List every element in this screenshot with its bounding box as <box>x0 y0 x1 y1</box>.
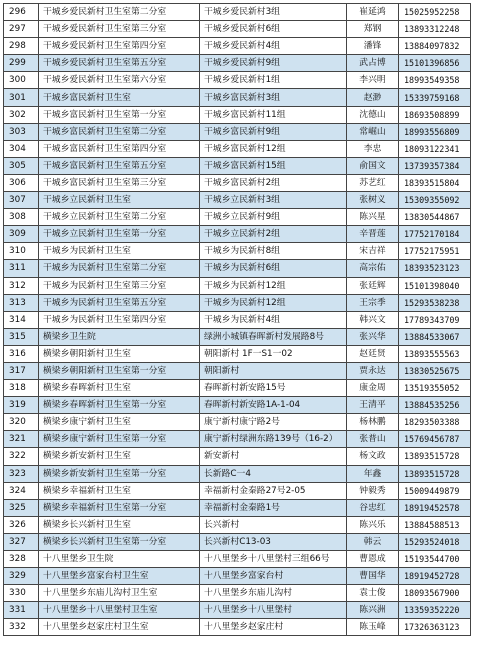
address-cell: 十八里堡乡十八里堡村三组66号 <box>200 551 347 568</box>
clinic-name-cell: 干城乡立民新村卫生室第二分室 <box>39 209 200 226</box>
phone-number-cell: 17789343709 <box>399 311 471 328</box>
clinic-name-cell: 干城乡为民新村卫生室第四分室 <box>39 311 200 328</box>
row-number-cell: 309 <box>4 226 39 243</box>
table-row <box>4 209 471 226</box>
clinic-name-cell: 横梁乡朝阳新村卫生室 <box>39 345 200 362</box>
row-number-cell: 323 <box>4 465 39 482</box>
clinic-name-cell: 干城乡为民新村卫生室第三分室 <box>39 277 200 294</box>
address-cell: 新安新村 <box>200 448 347 465</box>
table-row <box>4 397 471 414</box>
row-number-cell: 298 <box>4 38 39 55</box>
address-cell: 康宁新村绿洲东路139号（16-2） <box>200 431 347 448</box>
table-row <box>4 533 471 550</box>
clinic-name-cell: 横梁乡长兴新村卫生室第一分室 <box>39 533 200 550</box>
contact-person-cell: 宋吉祥 <box>347 243 399 260</box>
row-number-cell: 330 <box>4 585 39 602</box>
phone-number-cell: 18093122341 <box>399 140 471 157</box>
phone-number-cell: 15309355092 <box>399 192 471 209</box>
phone-number-cell: 17326363123 <box>399 619 471 636</box>
table-row <box>4 362 471 379</box>
contact-person-cell: 韩云 <box>347 533 399 550</box>
row-number-cell: 308 <box>4 209 39 226</box>
contact-person-cell: 年鑫 <box>347 465 399 482</box>
phone-number-cell: 18993549358 <box>399 72 471 89</box>
phone-number-cell: 13830544867 <box>399 209 471 226</box>
address-cell: 春晖新村新安路1A-1-04 <box>200 397 347 414</box>
contact-person-cell: 陈兴乐 <box>347 516 399 533</box>
clinic-name-cell: 横梁乡朝阳新村卫生室第一分室 <box>39 362 200 379</box>
clinic-name-cell: 十八里堡乡十八里堡村卫生室 <box>39 602 200 619</box>
contact-person-cell: 张普山 <box>347 431 399 448</box>
phone-number-cell: 15009449879 <box>399 482 471 499</box>
address-cell: 干城乡爱民新村6组 <box>200 21 347 38</box>
row-number-cell: 328 <box>4 551 39 568</box>
clinic-name-cell: 干城乡爱民新村卫生室第三分室 <box>39 21 200 38</box>
address-cell: 干城乡富民新村3组 <box>200 89 347 106</box>
phone-number-cell: 13884097832 <box>399 38 471 55</box>
row-number-cell: 317 <box>4 362 39 379</box>
address-cell: 十八里堡乡东庙儿沟村 <box>200 585 347 602</box>
row-number-cell: 326 <box>4 516 39 533</box>
contact-person-cell: 李兴明 <box>347 72 399 89</box>
address-cell: 干城乡爱民新村3组 <box>200 4 347 21</box>
contact-person-cell: 张树义 <box>347 192 399 209</box>
phone-number-cell: 13359352220 <box>399 602 471 619</box>
table-row <box>4 294 471 311</box>
contact-person-cell: 武占博 <box>347 55 399 72</box>
clinic-name-cell: 干城乡富民新村卫生室第二分室 <box>39 123 200 140</box>
table-row <box>4 260 471 277</box>
phone-number-cell: 13519355052 <box>399 380 471 397</box>
contact-person-cell: 杨文政 <box>347 448 399 465</box>
phone-number-cell: 18993556809 <box>399 123 471 140</box>
contact-person-cell: 袁士俊 <box>347 585 399 602</box>
contact-person-cell: 王清平 <box>347 397 399 414</box>
phone-number-cell: 15101398040 <box>399 277 471 294</box>
table-row <box>4 448 471 465</box>
phone-number-cell: 13893515728 <box>399 448 471 465</box>
clinic-name-cell: 横梁乡春晖新村卫生室第一分室 <box>39 397 200 414</box>
clinic-name-cell: 十八里堡乡赵家庄村卫生室 <box>39 619 200 636</box>
contact-person-cell: 陈兴星 <box>347 209 399 226</box>
phone-number-cell: 13830525675 <box>399 362 471 379</box>
phone-number-cell: 15769456787 <box>399 431 471 448</box>
row-number-cell: 313 <box>4 294 39 311</box>
table-row <box>4 602 471 619</box>
clinic-name-cell: 十八里堡乡东庙儿沟村卫生室 <box>39 585 200 602</box>
table-row <box>4 311 471 328</box>
contact-person-cell: 杨林鹏 <box>347 414 399 431</box>
table-row <box>4 277 471 294</box>
clinic-name-cell: 干城乡立民新村卫生室 <box>39 192 200 209</box>
row-number-cell: 319 <box>4 397 39 414</box>
address-cell: 十八里堡乡赵家庄村 <box>200 619 347 636</box>
contact-person-cell: 陈兴洲 <box>347 602 399 619</box>
address-cell: 朝阳新村 1F一S1一02 <box>200 345 347 362</box>
table-row <box>4 328 471 345</box>
contact-person-cell: 曹国华 <box>347 568 399 585</box>
clinic-name-cell: 干城乡富民新村卫生室第三分室 <box>39 174 200 191</box>
contact-person-cell: 郑钢 <box>347 21 399 38</box>
phone-number-cell: 18693508899 <box>399 106 471 123</box>
clinic-name-cell: 横梁乡幸福新村卫生室第一分室 <box>39 499 200 516</box>
row-number-cell: 332 <box>4 619 39 636</box>
address-cell: 干城乡立民新村9组 <box>200 209 347 226</box>
row-number-cell: 314 <box>4 311 39 328</box>
phone-number-cell: 18919452578 <box>399 499 471 516</box>
contact-person-cell: 钟毅秀 <box>347 482 399 499</box>
row-number-cell: 331 <box>4 602 39 619</box>
row-number-cell: 316 <box>4 345 39 362</box>
contact-person-cell: 潘锋 <box>347 38 399 55</box>
contact-person-cell: 李忠 <box>347 140 399 157</box>
address-cell: 干城乡为民新村12组 <box>200 277 347 294</box>
row-number-cell: 301 <box>4 89 39 106</box>
contact-person-cell: 沈德山 <box>347 106 399 123</box>
address-cell: 十八里堡乡富家台村 <box>200 568 347 585</box>
phone-number-cell: 15339759168 <box>399 89 471 106</box>
address-cell: 长新路C一4 <box>200 465 347 482</box>
phone-number-cell: 15101396856 <box>399 55 471 72</box>
contact-person-cell: 赵渺 <box>347 89 399 106</box>
table-row <box>4 38 471 55</box>
address-cell: 干城乡为民新村12组 <box>200 294 347 311</box>
row-number-cell: 296 <box>4 4 39 21</box>
clinic-name-cell: 横梁乡康宁新村卫生室第一分室 <box>39 431 200 448</box>
phone-number-cell: 18393515804 <box>399 174 471 191</box>
address-cell: 长兴新村 <box>200 516 347 533</box>
phone-number-cell: 13884588513 <box>399 516 471 533</box>
clinic-name-cell: 干城乡爱民新村卫生室第六分室 <box>39 72 200 89</box>
clinic-name-cell: 干城乡富民新村卫生室第四分室 <box>39 140 200 157</box>
row-number-cell: 321 <box>4 431 39 448</box>
contact-person-cell: 常崛山 <box>347 123 399 140</box>
table-row <box>4 226 471 243</box>
row-number-cell: 312 <box>4 277 39 294</box>
clinic-name-cell: 干城乡爱民新村卫生室第二分室 <box>39 4 200 21</box>
clinic-name-cell: 横梁乡幸福新村卫生室 <box>39 482 200 499</box>
clinic-name-cell: 横梁乡卫生院 <box>39 328 200 345</box>
clinic-name-cell: 十八里堡乡富家台村卫生室 <box>39 568 200 585</box>
table-row <box>4 585 471 602</box>
contact-person-cell: 韩兴文 <box>347 311 399 328</box>
clinic-name-cell: 干城乡为民新村卫生室 <box>39 243 200 260</box>
row-number-cell: 297 <box>4 21 39 38</box>
phone-number-cell: 18093567900 <box>399 585 471 602</box>
row-number-cell: 302 <box>4 106 39 123</box>
row-number-cell: 307 <box>4 192 39 209</box>
contact-person-cell: 张兴华 <box>347 328 399 345</box>
address-cell: 干城乡爱民新村4组 <box>200 38 347 55</box>
table-row <box>4 174 471 191</box>
address-cell: 朝阳新村 <box>200 362 347 379</box>
clinic-name-cell: 十八里堡乡卫生院 <box>39 551 200 568</box>
table-row <box>4 243 471 260</box>
phone-number-cell: 17752170184 <box>399 226 471 243</box>
clinic-name-cell: 干城乡立民新村卫生室第一分室 <box>39 226 200 243</box>
table-row <box>4 619 471 636</box>
table-row <box>4 465 471 482</box>
address-cell: 干城乡为民新村4组 <box>200 311 347 328</box>
row-number-cell: 304 <box>4 140 39 157</box>
table-row <box>4 380 471 397</box>
phone-number-cell: 13884533067 <box>399 328 471 345</box>
contact-person-cell: 高宗佑 <box>347 260 399 277</box>
table-row <box>4 21 471 38</box>
row-number-cell: 306 <box>4 174 39 191</box>
address-cell: 干城乡富民新村12组 <box>200 140 347 157</box>
address-cell: 绿洲小城镇春晖新村发展路8号 <box>200 328 347 345</box>
table-row <box>4 55 471 72</box>
address-cell: 干城乡爱民新村1组 <box>200 72 347 89</box>
clinic-name-cell: 干城乡富民新村卫生室 <box>39 89 200 106</box>
contact-person-cell: 陈玉峰 <box>347 619 399 636</box>
contact-person-cell: 王宗季 <box>347 294 399 311</box>
row-number-cell: 315 <box>4 328 39 345</box>
address-cell: 干城乡富民新村2组 <box>200 174 347 191</box>
table-row <box>4 140 471 157</box>
address-cell: 十八里堡乡十八里堡村 <box>200 602 347 619</box>
table-row <box>4 123 471 140</box>
table-row <box>4 431 471 448</box>
address-cell: 春晖新村新安路15号 <box>200 380 347 397</box>
address-cell: 长兴新村C13-03 <box>200 533 347 550</box>
phone-number-cell: 15293524018 <box>399 533 471 550</box>
clinic-name-cell: 横梁乡春晖新村卫生室 <box>39 380 200 397</box>
row-number-cell: 322 <box>4 448 39 465</box>
contact-person-cell: 贾永达 <box>347 362 399 379</box>
row-number-cell: 325 <box>4 499 39 516</box>
clinic-name-cell: 干城乡富民新村卫生室第一分室 <box>39 106 200 123</box>
phone-number-cell: 13884535256 <box>399 397 471 414</box>
address-cell: 幸福新村金秦路27号2-05 <box>200 482 347 499</box>
contact-person-cell: 赵廷贤 <box>347 345 399 362</box>
phone-number-cell: 18393523123 <box>399 260 471 277</box>
contact-person-cell: 崔延鸿 <box>347 4 399 21</box>
address-cell: 干城乡为民新村8组 <box>200 243 347 260</box>
row-number-cell: 311 <box>4 260 39 277</box>
row-number-cell: 329 <box>4 568 39 585</box>
table-row <box>4 499 471 516</box>
phone-number-cell: 18293503388 <box>399 414 471 431</box>
phone-number-cell: 13893555563 <box>399 345 471 362</box>
table-row <box>4 551 471 568</box>
table-row <box>4 4 471 21</box>
row-number-cell: 299 <box>4 55 39 72</box>
address-cell: 干城乡立民新村3组 <box>200 192 347 209</box>
row-number-cell: 318 <box>4 380 39 397</box>
contact-person-cell: 苏艺红 <box>347 174 399 191</box>
phone-number-cell: 13739357384 <box>399 157 471 174</box>
phone-number-cell: 17752175951 <box>399 243 471 260</box>
contact-person-cell: 俞国文 <box>347 157 399 174</box>
contact-person-cell: 张廷辉 <box>347 277 399 294</box>
address-cell: 干城乡立民新村2组 <box>200 226 347 243</box>
row-number-cell: 324 <box>4 482 39 499</box>
clinic-name-cell: 横梁乡新安新村卫生室第一分室 <box>39 465 200 482</box>
phone-number-cell: 13893515728 <box>399 465 471 482</box>
table-row <box>4 516 471 533</box>
row-number-cell: 303 <box>4 123 39 140</box>
row-number-cell: 305 <box>4 157 39 174</box>
clinic-name-cell: 干城乡爱民新村卫生室第五分室 <box>39 55 200 72</box>
table-row <box>4 414 471 431</box>
contact-person-cell: 康金周 <box>347 380 399 397</box>
table-body <box>4 4 471 636</box>
table-row <box>4 192 471 209</box>
table-row <box>4 482 471 499</box>
contact-person-cell: 曹恩成 <box>347 551 399 568</box>
phone-number-cell: 15193544700 <box>399 551 471 568</box>
clinic-name-cell: 干城乡为民新村卫生室第五分室 <box>39 294 200 311</box>
clinic-name-cell: 横梁乡新安新村卫生室 <box>39 448 200 465</box>
address-cell: 干城乡为民新村6组 <box>200 260 347 277</box>
clinic-name-cell: 横梁乡长兴新村卫生室 <box>39 516 200 533</box>
phone-number-cell: 15025952258 <box>399 4 471 21</box>
phone-number-cell: 13893312248 <box>399 21 471 38</box>
clinic-directory-table <box>3 3 471 636</box>
clinic-name-cell: 干城乡富民新村卫生室第五分室 <box>39 157 200 174</box>
row-number-cell: 320 <box>4 414 39 431</box>
address-cell: 幸福新村金秦路1号 <box>200 499 347 516</box>
contact-person-cell: 谷忠红 <box>347 499 399 516</box>
table-row <box>4 89 471 106</box>
phone-number-cell: 18919452728 <box>399 568 471 585</box>
row-number-cell: 310 <box>4 243 39 260</box>
contact-person-cell: 辛晋莲 <box>347 226 399 243</box>
row-number-cell: 300 <box>4 72 39 89</box>
table-row <box>4 72 471 89</box>
clinic-name-cell: 干城乡为民新村卫生室第二分室 <box>39 260 200 277</box>
table-row <box>4 157 471 174</box>
row-number-cell: 327 <box>4 533 39 550</box>
address-cell: 干城乡爱民新村9组 <box>200 55 347 72</box>
address-cell: 干城乡富民新村15组 <box>200 157 347 174</box>
table-row <box>4 106 471 123</box>
address-cell: 康宁新村康宁路2号 <box>200 414 347 431</box>
clinic-name-cell: 干城乡爱民新村卫生室第四分室 <box>39 38 200 55</box>
table-row <box>4 345 471 362</box>
address-cell: 干城乡富民新村11组 <box>200 106 347 123</box>
table-row <box>4 568 471 585</box>
address-cell: 干城乡富民新村9组 <box>200 123 347 140</box>
phone-number-cell: 15293538238 <box>399 294 471 311</box>
clinic-name-cell: 横梁乡康宁新村卫生室 <box>39 414 200 431</box>
